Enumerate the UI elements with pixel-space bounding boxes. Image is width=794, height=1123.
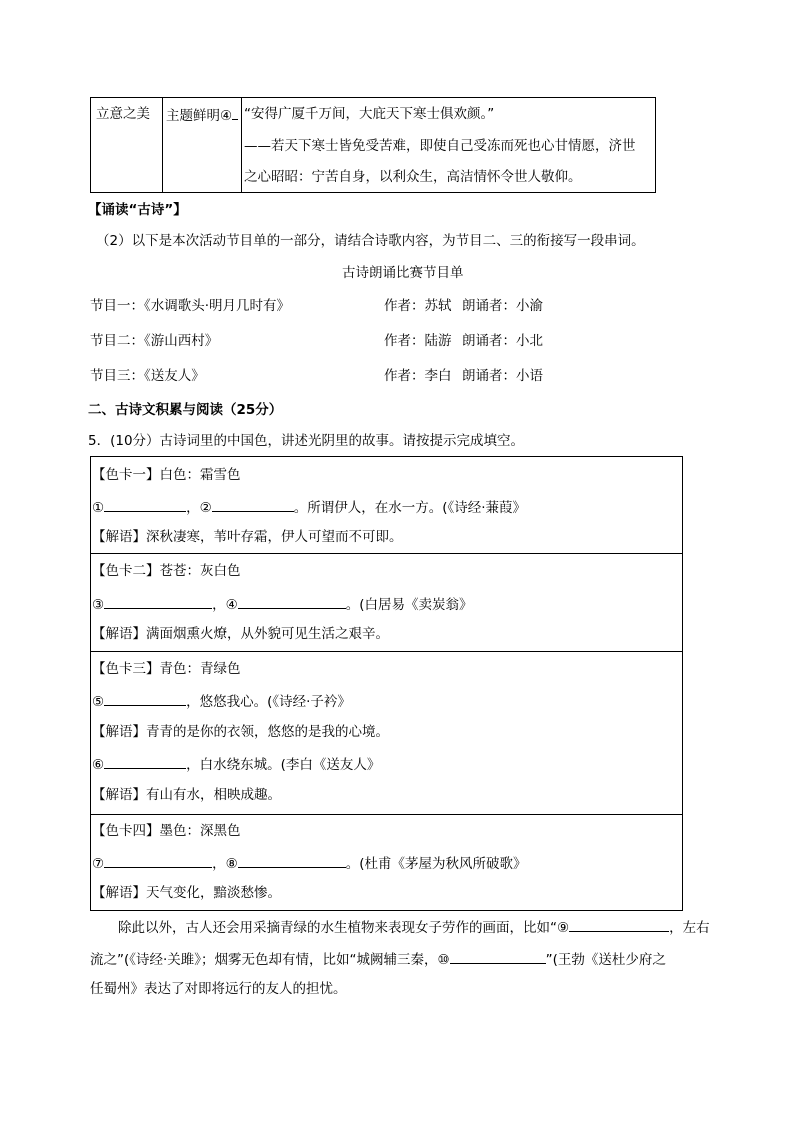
- blank-9[interactable]: [569, 917, 669, 932]
- card-note: 【解语】青青的是你的衣领，悠悠的是我的心境。: [92, 724, 389, 740]
- card-source: 。(杜甫《茅屋为秋风所破歌》: [345, 856, 527, 872]
- marker: ⑦: [92, 856, 105, 872]
- table-divider: [241, 98, 242, 192]
- blank-6[interactable]: [104, 754, 186, 769]
- table-cell-criterion: [166, 105, 238, 125]
- criterion-text: 主题鲜明④: [166, 108, 233, 124]
- blank-3[interactable]: [104, 594, 212, 609]
- program-item-name: 节目二：《游山西村》: [90, 333, 219, 349]
- blank-4[interactable]: [232, 105, 238, 120]
- marker: ⑤: [92, 694, 105, 710]
- table-explain-line: ——若天下寒士皆免受苦难，即使自己受冻而死也心甘情愿，济世: [244, 138, 636, 154]
- card-note: 【解语】天气变化，黯淡愁惨。: [92, 885, 281, 901]
- text: 流之”(《诗经·关雎》；烟雾无色却有情，比如“城阙辅三秦，⑩: [90, 952, 450, 968]
- blank-7[interactable]: [104, 853, 212, 868]
- program-item-author: 作者：苏轼: [384, 298, 452, 314]
- marker: ，②: [186, 500, 212, 516]
- table-explain-line: 之心昭昭：宁苦自身，以利众生，高洁情怀令世人敬仰。: [244, 169, 582, 185]
- table-cell-category: 立意之美: [96, 106, 150, 122]
- text: 除此以外，古人还会用采摘青绿的水生植物来表现女子劳作的画面，比如“⑨: [118, 920, 570, 936]
- card-title: 【色卡一】白色：霜雪色: [92, 467, 241, 483]
- program-title: 古诗朗诵比赛节目单: [342, 265, 464, 281]
- card-fill-line: [92, 691, 351, 711]
- section-heading: 二、古诗文积累与阅读（25分）: [88, 402, 283, 418]
- card-note: 【解语】深秋凄寒，苇叶存霜，伊人可望而不可即。: [92, 529, 403, 545]
- question-5: 5．(10分）古诗词里的中国色，讲述光阴里的故事。请按提示完成填空。: [88, 433, 525, 449]
- program-item-reader: 朗诵者：小渝: [462, 298, 543, 314]
- card-title: 【色卡四】墨色：深黑色: [92, 823, 241, 839]
- paragraph-line: [118, 917, 710, 937]
- blank-10[interactable]: [450, 949, 546, 964]
- blank-2[interactable]: [212, 497, 294, 512]
- marker: ，④: [212, 597, 238, 613]
- card-note: 【解语】满面烟熏火燎，从外貌可见生活之艰辛。: [92, 626, 389, 642]
- recite-heading: 【诵读“古诗”】: [88, 202, 187, 218]
- marker: ①: [92, 500, 105, 516]
- blank-1[interactable]: [104, 497, 186, 512]
- blank-4[interactable]: [238, 594, 346, 609]
- marker: ③: [92, 597, 105, 613]
- question-2: （2）以下是本次活动节目单的一部分，请结合诗歌内容，为节目二、三的衔接写一段串词。: [96, 233, 645, 249]
- card-note: 【解语】有山有水，相映成趣。: [92, 787, 281, 803]
- marker: ⑥: [92, 757, 105, 773]
- program-item-author: 作者：陆游: [384, 333, 452, 349]
- text: ”(王勃《送杜少府之: [545, 952, 666, 968]
- card-title: 【色卡三】青色：青绿色: [92, 661, 241, 677]
- table-quote: “安得广厦千万间，大庇天下寒士俱欢颜。”: [244, 106, 495, 122]
- paragraph-line: 任蜀州》表达了对即将远行的友人的担忧。: [90, 981, 347, 997]
- program-item-name: 节目一：《水调歌头·明月几时有》: [90, 298, 291, 314]
- card-source: 。(白居易《卖炭翁》: [345, 597, 473, 613]
- table-divider: [162, 98, 163, 192]
- card-fill-line: [92, 853, 527, 873]
- card-fill-line: [92, 754, 380, 774]
- card-source: 。所谓伊人，在水一方。(《诗经·蒹葭》: [293, 500, 527, 516]
- card-title: 【色卡二】苍苍：灰白色: [92, 563, 241, 579]
- program-item-author: 作者：李白: [384, 368, 452, 384]
- text: ，左右: [669, 920, 710, 936]
- card-fill-line: [92, 497, 526, 517]
- card-fill-line: [92, 594, 473, 614]
- paragraph-line: [90, 949, 666, 969]
- card-source: ，白水绕东城。(李白《送友人》: [186, 757, 381, 773]
- program-item-reader: 朗诵者：小北: [462, 333, 543, 349]
- blank-8[interactable]: [238, 853, 346, 868]
- card-source: ，悠悠我心。(《诗经·子衿》: [186, 694, 351, 710]
- program-item-name: 节目三：《送友人》: [90, 368, 205, 384]
- marker: ，⑧: [212, 856, 238, 872]
- program-item-reader: 朗诵者：小语: [462, 368, 543, 384]
- blank-5[interactable]: [104, 691, 186, 706]
